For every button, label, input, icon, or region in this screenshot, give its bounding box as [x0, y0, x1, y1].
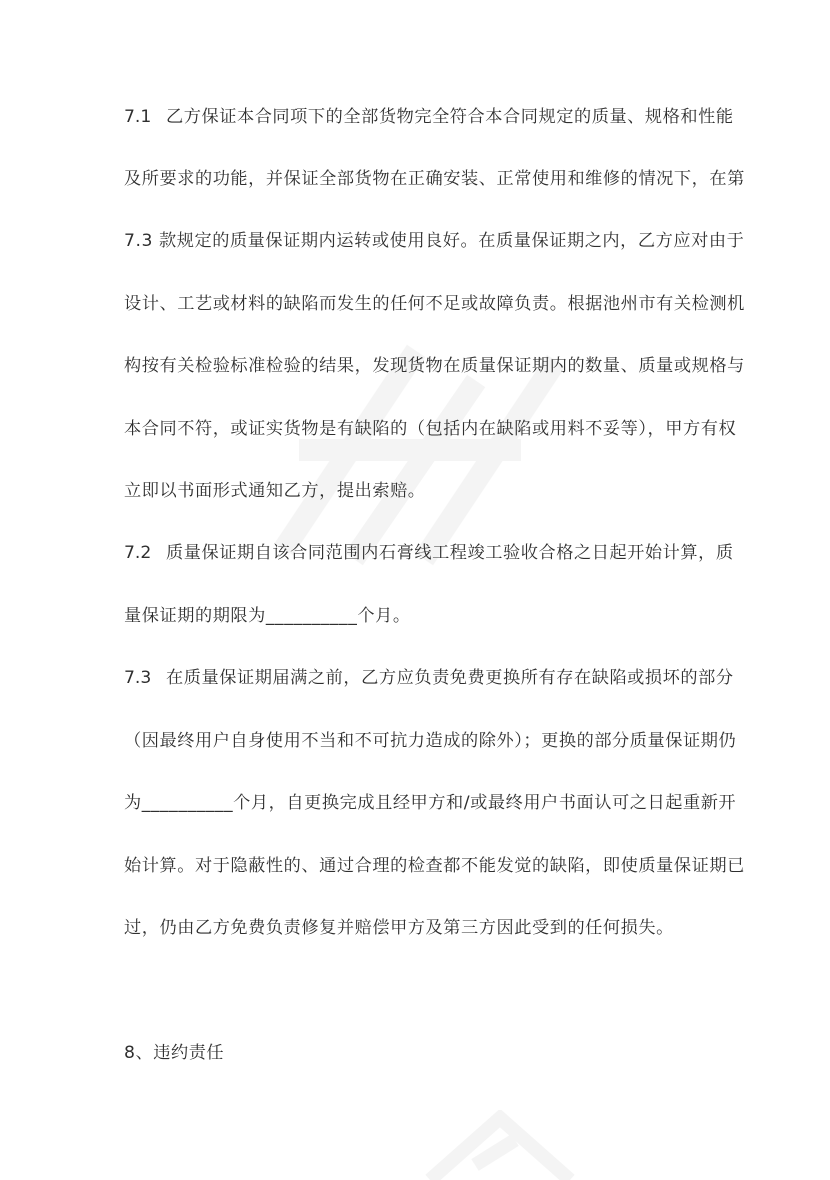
clause-number: 7.1 [124, 107, 152, 127]
clause-7-1-line-7: 立即以书面形式通知乙方，提出索赔。 [124, 481, 426, 501]
clause-7-1-line-1 [124, 102, 734, 132]
section-heading-8: 8、违约责任 [124, 1043, 225, 1063]
clause-text: 乙方保证本合同项下的全部货物完全符合本合同规定的质量、规格和性能 [166, 107, 734, 127]
clause-7-3-line-2: （因最终用户自身使用不当和不可抗力造成的除外）；更换的部分质量保证期仍 [124, 731, 737, 751]
clause-7-1-line-4: 设计、工艺或材料的缺陷而发生的任何不足或故障负责。根据池州市有关检测机 [124, 294, 745, 314]
clause-text: 在质量保证期届满之前，乙方应负责免费更换所有存在缺陷或损坏的部分 [166, 668, 734, 688]
clause-text: 质量保证期自该合同范围内石膏线工程竣工验收合格之日起开始计算，质 [166, 543, 734, 563]
clause-7-3-line-4: 始计算。对于隐蔽性的、通过合理的检查都不能发觉的缺陷，即使质量保证期已 [124, 856, 745, 876]
clause-number: 7.2 [124, 543, 152, 563]
clause-7-1-line-2: 及所要求的功能，并保证全部货物在正确安装、正常使用和维修的情况下，在第 [124, 169, 745, 189]
clause-7-2-line-2: 量保证期的期限为__________个月。 [124, 606, 411, 626]
clause-number: 7.3 [124, 668, 152, 688]
clause-7-1-line-5: 构按有关检验标准检验的结果，发现货物在质量保证期内的数量、质量或规格与 [124, 356, 745, 376]
watermark-logo-icon [420, 1110, 580, 1180]
clause-7-1-line-3: 7.3 款规定的质量保证期内运转或使用良好。在质量保证期之内，乙方应对由于 [124, 231, 745, 251]
clause-7-3-line-3: 为__________个月，自更换完成且经甲方和/或最终用户书面认可之日起重新开 [124, 793, 737, 813]
clause-7-1-line-6: 本合同不符，或证实货物是有缺陷的（包括内在缺陷或用料不妥等），甲方有权 [124, 419, 737, 439]
clause-7-3-line-1 [124, 663, 734, 693]
clause-7-2-line-1 [124, 538, 734, 568]
clause-7-3-line-5: 过，仍由乙方免费负责修复并赔偿甲方及第三方因此受到的任何损失。 [124, 918, 674, 938]
